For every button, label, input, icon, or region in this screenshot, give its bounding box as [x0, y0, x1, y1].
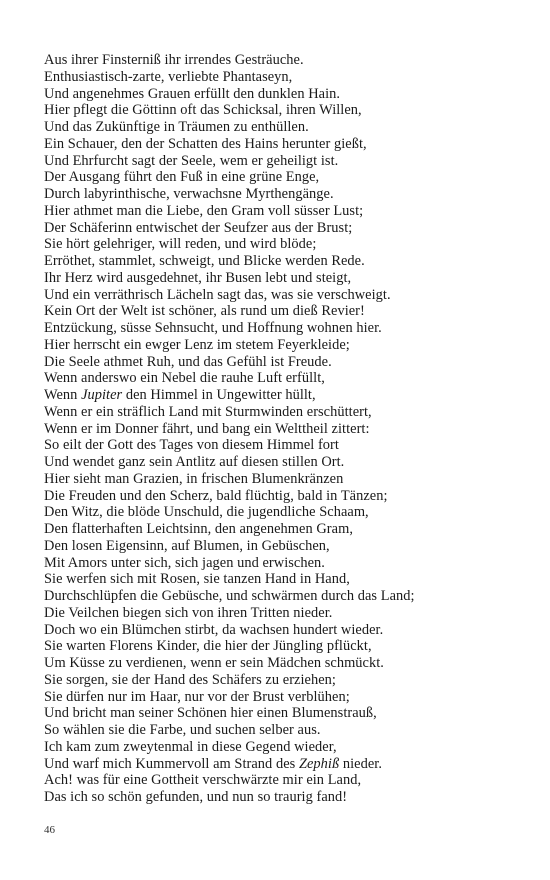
poem-line: Sie dürfen nur im Haar, nur vor der Brust verblühen; — [44, 688, 350, 705]
poem-line: Und Ehrfurcht sagt der Seele, wem er geheiligt ist. — [44, 152, 339, 169]
poem-line: Hier sieht man Grazien, in frischen Blumenkränzen — [44, 470, 344, 487]
poem-line — [44, 387, 524, 404]
poem-line — [44, 756, 524, 773]
poem-line: Ihr Herz wird ausgedehnet, ihr Busen lebt und steigt, — [44, 269, 352, 286]
poem-line: Erröthet, stammlet, schweigt, und Blicke werden Rede. — [44, 253, 365, 269]
poem-line: So wählen sie die Farbe, und suchen selber aus. — [44, 722, 321, 738]
poem-line: Doch wo ein Blümchen stirbt, da wachsen hundert wieder. — [44, 621, 384, 638]
poem-line: Sie hört gelehriger, will reden, und wird blöde; — [44, 236, 317, 253]
poem-line: Und ein verräthrisch Lächeln sagt das, was sie verschweigt. — [44, 286, 391, 303]
poem-line: Der Schäferinn entwischet der Seufzer aus der Brust; — [44, 219, 353, 236]
poem-line: So eilt der Gott des Tages von diesem Himmel fort — [44, 437, 339, 454]
poem-line: Die Seele athmet Ruh, und das Gefühl ist Freude. — [44, 353, 332, 370]
poem-line: Ein Schauer, den der Schatten des Hains herunter gießt, — [44, 135, 367, 152]
poem-line: Hier herrscht ein ewger Lenz im stetem Feyerkleide; — [44, 336, 350, 353]
poem-text — [44, 52, 524, 806]
poem-line: Entzückung, süsse Sehnsucht, und Hoffnung wohnen hier. — [44, 320, 382, 336]
poem-line: Das ich so schön gefunden, und nun so traurig fand! — [44, 789, 348, 805]
poem-line: Und angenehmes Grauen erfüllt den dunklen Hain. — [44, 85, 341, 102]
poem-line: Enthusiastisch-zarte, verliebte Phantaseyn, — [44, 68, 293, 85]
poem-line: Mit Amors unter sich, sich jagen und erwischen. — [44, 554, 325, 571]
poem-line: Ich kam zum zweytenmal in diese Gegend wieder, — [44, 738, 337, 755]
poem-line: Hier athmet man die Liebe, den Gram voll süsser Lust; — [44, 202, 364, 219]
poem-line-text: Wenn — [44, 387, 82, 403]
poem-line: Sie sorgen, sie der Hand des Schäfers zu erziehen; — [44, 671, 336, 688]
poem-line: Sie werfen sich mit Rosen, sie tanzen Hand in Hand, — [44, 571, 350, 588]
poem-line: Kein Ort der Welt ist schöner, als rund um dieß Revier! — [44, 303, 365, 320]
italic-name: Zephiß — [298, 755, 340, 772]
poem-line-text: Und warf mich Kummervoll am Strand des — [44, 755, 299, 772]
poem-line: Hier pflegt die Göttinn oft das Schicksal, ihren Willen, — [44, 102, 362, 119]
poem-line: Die Veilchen biegen sich von ihren Tritten nieder. — [44, 604, 333, 621]
poem-line: Der Ausgang führt den Fuß in eine grüne Enge, — [44, 169, 320, 186]
poem-line: Wenn er ein sträflich Land mit Sturmwinden erschüttert, — [44, 403, 372, 420]
poem-line: Und das Zukünftige in Träumen zu enthüllen. — [44, 119, 309, 135]
poem-line: Und bricht man seiner Schönen hier einen Blumenstrauß, — [44, 705, 377, 722]
poem-line: Wenn er im Donner fährt, und bang ein Welttheil zittert: — [44, 420, 370, 437]
poem-line: Sie warten Florens Kinder, die hier der Jüngling pflückt, — [44, 638, 372, 655]
poem-line: Um Küsse zu verdienen, wenn er sein Mädchen schmückt. — [44, 655, 384, 671]
poem-line: Durchschlüpfen die Gebüsche, und schwärmen durch das Land; — [44, 588, 415, 604]
poem-line: Die Freuden und den Scherz, bald flüchtig, bald in Tänzen; — [44, 487, 388, 504]
poem-line: Durch labyrinthische, verwachsne Myrthengänge. — [44, 186, 334, 202]
poem-line-text: den Himmel in Ungewitter hüllt, — [122, 387, 316, 403]
poem-line: Und wendet ganz sein Antlitz auf diesen stillen Ort. — [44, 454, 345, 470]
poem-line-text: nieder. — [339, 755, 382, 772]
poem-line: Den flatterhaften Leichtsinn, den angenehmen Gram, — [44, 521, 353, 537]
italic-name: Jupiter — [81, 387, 123, 403]
poem-line: Aus ihrer Finsterniß ihr irrendes Gesträuche. — [44, 52, 304, 68]
poem-line: Den Witz, die blöde Unschuld, die jugendliche Schaam, — [44, 504, 369, 521]
page-number: 46 — [44, 824, 55, 836]
poem-line: Den losen Eigensinn, auf Blumen, in Gebüschen, — [44, 537, 330, 554]
poem-line: Wenn anderswo ein Nebel die rauhe Luft erfüllt, — [44, 370, 325, 387]
poem-line: Ach! was für eine Gottheit verschwärzte mir ein Land, — [44, 772, 362, 789]
